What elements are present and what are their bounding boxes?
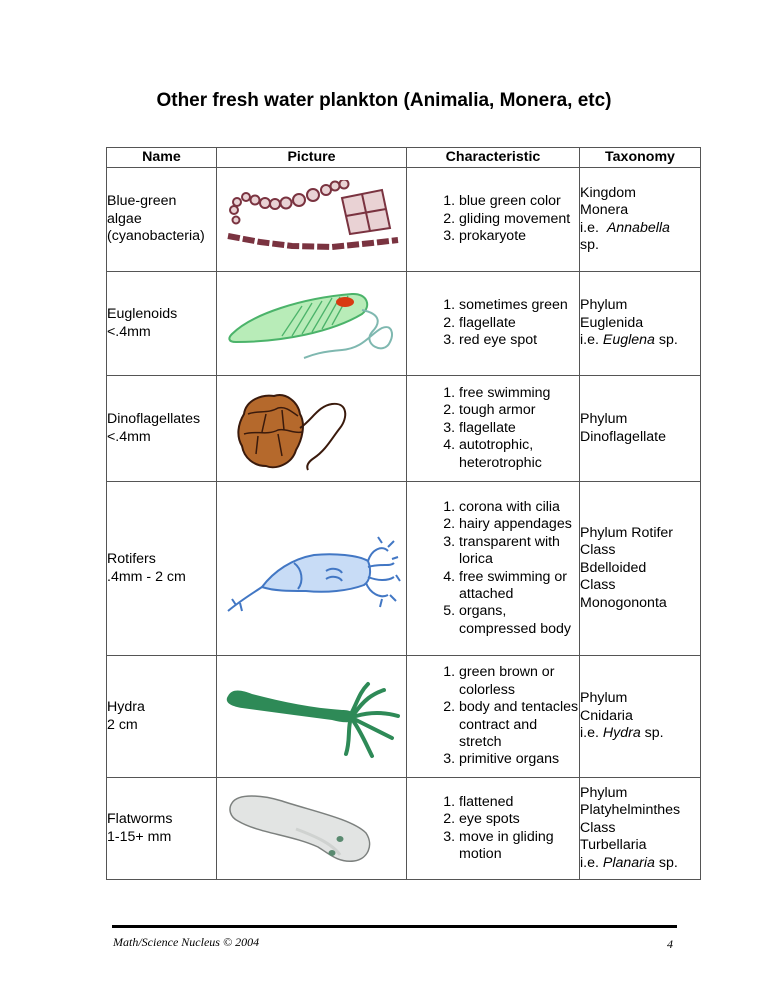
taxonomy-prefix: i.e.: [580, 219, 607, 236]
characteristic-cell: [407, 168, 580, 272]
taxonomy-cell: [580, 272, 701, 376]
list-item: 3. move in gliding motion: [459, 829, 579, 864]
list-item: 2. eye spots: [459, 811, 579, 828]
list-item: 1. sometimes green: [459, 297, 579, 314]
name-cell: [107, 272, 217, 376]
taxonomy-line: Phylum: [580, 690, 628, 707]
name-line: <.4mm: [107, 428, 151, 445]
characteristic-cell: [407, 656, 580, 778]
genus-name: Euglena: [602, 332, 655, 349]
list-item: 2. hairy appendages: [459, 516, 579, 533]
characteristic-cell: [407, 272, 580, 376]
taxonomy-line: Phylum Rotifer: [580, 524, 674, 541]
table-row: [107, 168, 701, 272]
taxonomy-line: Class: [580, 542, 616, 559]
list-item: 5. organs, compressed body: [459, 603, 579, 638]
table-row: [107, 482, 701, 656]
taxonomy-line: Phylum: [580, 297, 628, 314]
taxonomy-line: Cnidaria: [580, 707, 633, 724]
table-row: [107, 656, 701, 778]
euglena-icon: [222, 284, 402, 364]
taxonomy-line: Turbellaria: [580, 837, 647, 854]
taxonomy-line: Phylum: [580, 784, 628, 801]
table-row: [107, 272, 701, 376]
characteristic-cell: [407, 778, 580, 880]
taxonomy-prefix: i.e.: [580, 854, 603, 871]
name-cell: [107, 168, 217, 272]
table-row: [107, 778, 701, 880]
list-item: 2. gliding movement: [459, 211, 579, 228]
characteristic-list: [407, 385, 579, 472]
name-cell: [107, 778, 217, 880]
picture-cell: [217, 482, 407, 656]
list-item: 3. transparent with lorica: [459, 534, 579, 569]
name-line: Euglenoids: [107, 306, 178, 323]
list-item: 1. corona with cilia: [459, 499, 579, 516]
list-item: 3. prokaryote: [459, 228, 579, 245]
name-line: 2 cm: [107, 716, 138, 733]
characteristic-list: [407, 794, 579, 864]
rotifer-icon: [222, 519, 402, 619]
name-cell: [107, 482, 217, 656]
footer-divider: [112, 925, 677, 928]
header-taxonomy: Taxonomy: [580, 148, 701, 168]
list-item: 1. green brown or colorless: [459, 664, 579, 699]
table-header-row: [107, 148, 701, 168]
characteristic-cell: [407, 376, 580, 482]
list-item: 1. flattened: [459, 794, 579, 811]
picture-cell: [217, 656, 407, 778]
blue-green-algae-icon: [222, 180, 402, 260]
taxonomy-suffix: sp.: [654, 332, 678, 349]
list-item: 3. flagellate: [459, 420, 579, 437]
table-row: [107, 376, 701, 482]
characteristic-list: [407, 193, 579, 245]
characteristic-list: [407, 499, 579, 638]
taxonomy-line: Euglenida: [580, 314, 644, 331]
list-item: 1. free swimming: [459, 385, 579, 402]
hydra-icon: [222, 672, 402, 762]
list-item: 1. blue green color: [459, 193, 579, 210]
taxonomy-line: Phylum: [580, 411, 628, 428]
name-line: Hydra: [107, 699, 145, 716]
name-line: .4mm - 2 cm: [107, 568, 186, 585]
name-line: Blue-green: [107, 193, 177, 210]
list-item: 4. free swimming or attached: [459, 569, 579, 604]
list-item: 2. tough armor: [459, 402, 579, 419]
taxonomy-line: Monogononta: [580, 594, 667, 611]
taxonomy-line: [580, 855, 700, 872]
taxonomy-suffix: sp.: [640, 725, 664, 742]
name-line: Rotifers: [107, 551, 156, 568]
name-cell: [107, 376, 217, 482]
taxonomy-line: Kingdom: [580, 184, 636, 201]
characteristic-list: [407, 297, 579, 349]
genus-name: Annabella: [606, 219, 670, 236]
name-line: algae: [107, 210, 142, 227]
list-item: 4. autotrophic, heterotrophic: [459, 437, 579, 472]
taxonomy-cell: [580, 778, 701, 880]
taxonomy-line: Monera: [580, 202, 629, 219]
list-item: 2. body and tentacles contract and stretch: [459, 699, 579, 751]
taxonomy-line: Class: [580, 819, 616, 836]
picture-cell: [217, 376, 407, 482]
list-item: 2. flagellate: [459, 315, 579, 332]
taxonomy-line: [580, 332, 700, 349]
page-title: Other fresh water plankton (Animalia, Monera, etc): [156, 90, 612, 111]
picture-cell: [217, 168, 407, 272]
dinoflagellate-icon: [222, 384, 402, 474]
taxonomy-line: sp.: [580, 236, 599, 253]
characteristic-list: [407, 664, 579, 768]
name-line: 1-15+ mm: [107, 828, 172, 845]
genus-name: Hydra: [602, 725, 641, 742]
name-line: Flatworms: [107, 811, 173, 828]
name-line: Dinoflagellates: [107, 411, 201, 428]
header-name: Name: [107, 148, 217, 168]
taxonomy-cell: [580, 168, 701, 272]
taxonomy-cell: [580, 376, 701, 482]
taxonomy-suffix: sp.: [654, 854, 678, 871]
list-item: 3. primitive organs: [459, 751, 579, 768]
list-item: 3. red eye spot: [459, 332, 579, 349]
taxonomy-cell: [580, 482, 701, 656]
taxonomy-line: [580, 725, 700, 742]
taxonomy-cell: [580, 656, 701, 778]
taxonomy-line: [580, 220, 700, 237]
flatworm-icon: [222, 789, 402, 869]
page-number: 4: [667, 937, 673, 951]
picture-cell: [217, 778, 407, 880]
taxonomy-line: Class: [580, 577, 616, 594]
name-line: (cyanobacteria): [107, 228, 205, 245]
plankton-table: [106, 147, 701, 880]
taxonomy-prefix: i.e.: [580, 725, 603, 742]
taxonomy-prefix: i.e.: [580, 332, 603, 349]
taxonomy-line: Dinoflagellate: [580, 428, 666, 445]
footer-credit: Math/Science Nucleus © 2004: [113, 935, 260, 949]
header-characteristic: Characteristic: [407, 148, 580, 168]
genus-name: Planaria: [602, 854, 655, 871]
characteristic-cell: [407, 482, 580, 656]
name-cell: [107, 656, 217, 778]
name-line: <.4mm: [107, 323, 151, 340]
taxonomy-line: Bdelloided: [580, 559, 647, 576]
picture-cell: [217, 272, 407, 376]
taxonomy-line: Platyhelminthes: [580, 802, 681, 819]
header-picture: Picture: [217, 148, 407, 168]
